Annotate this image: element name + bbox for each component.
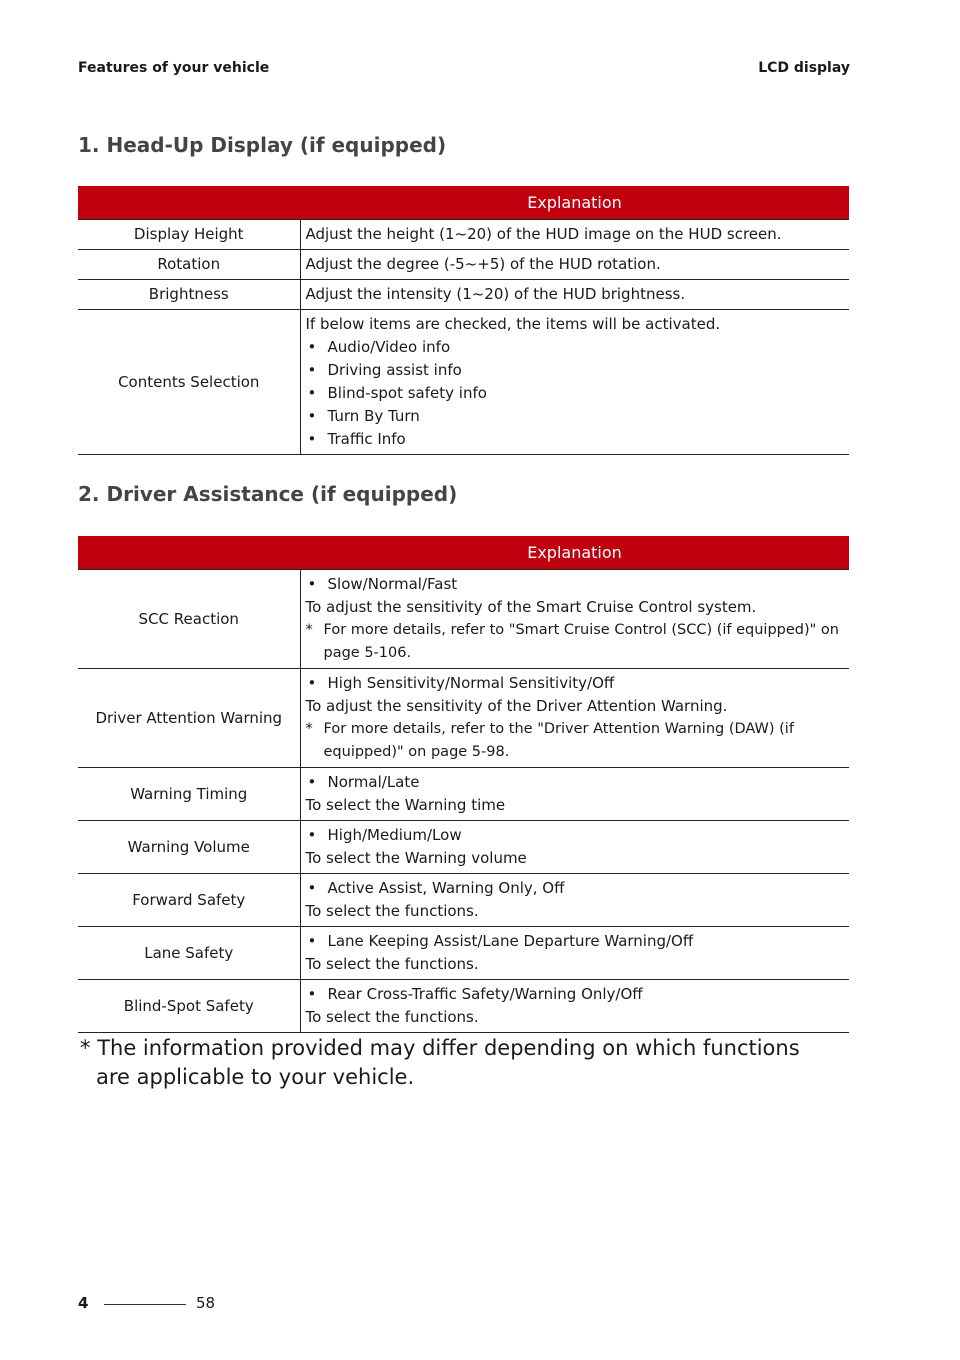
option-values: • High/Medium/Low (306, 824, 844, 847)
table-row (78, 874, 849, 927)
chapter-number: 4 (78, 1294, 89, 1312)
option-values: • Normal/Late (306, 771, 844, 794)
setting-name: Forward Safety (78, 874, 300, 927)
explanation-header: Explanation (300, 186, 849, 220)
running-header-section: Features of your vehicle (78, 60, 270, 76)
table-row (78, 927, 849, 980)
setting-name: Warning Volume (78, 821, 300, 874)
blank-header-cell (78, 536, 300, 570)
option-values: • Slow/Normal/Fast (306, 573, 844, 596)
cross-reference-note: * For more details, refer to the "Driver Attention Warning (DAW) (if equipped)" on page 5-98. (305, 721, 794, 760)
option-values: • High Sensitivity/Normal Sensitivity/Off (306, 672, 844, 695)
contents-item: • Driving assist info (306, 359, 844, 382)
table-row (78, 280, 849, 310)
table-row (78, 821, 849, 874)
table-header-row (78, 536, 849, 570)
option-description: To select the functions. (305, 902, 479, 920)
footnote-marker: * (80, 1036, 91, 1060)
running-header-topic: LCD display (758, 60, 850, 76)
contents-item: • Traffic Info (306, 428, 844, 451)
table-row (78, 570, 849, 669)
setting-name: Lane Safety (78, 927, 300, 980)
setting-name: Blind-Spot Safety (78, 980, 300, 1033)
footer-divider (104, 1304, 186, 1305)
setting-explanation (300, 310, 849, 455)
setting-explanation (300, 669, 849, 768)
option-values: • Active Assist, Warning Only, Off (306, 877, 844, 900)
table-row (78, 669, 849, 768)
setting-name: Contents Selection (78, 310, 300, 455)
page-number: 58 (196, 1294, 216, 1312)
setting-name: Rotation (78, 250, 300, 280)
contents-item: • Turn By Turn (306, 405, 844, 428)
table-row (78, 768, 849, 821)
option-description: To select the Warning volume (305, 849, 527, 867)
explanation-header: Explanation (300, 536, 849, 570)
option-values: • Lane Keeping Assist/Lane Departure Warning/Off (306, 930, 844, 953)
setting-explanation (300, 980, 849, 1033)
table-row (78, 250, 849, 280)
footnote (80, 1034, 840, 1092)
option-description: To select the functions. (305, 955, 479, 973)
setting-explanation: Adjust the height (1~20) of the HUD image on the HUD screen. (300, 220, 849, 250)
contents-item: • Blind-spot safety info (306, 382, 844, 405)
section-title-hud: 1. Head-Up Display (if equipped) (78, 133, 447, 157)
driver-assistance-table (78, 536, 849, 1033)
setting-explanation (300, 768, 849, 821)
section-title-driver-assistance: 2. Driver Assistance (if equipped) (78, 482, 458, 506)
option-description: To adjust the sensitivity of the Smart Cruise Control system. (305, 598, 757, 616)
option-description: To select the Warning time (305, 796, 506, 814)
setting-explanation: Adjust the intensity (1~20) of the HUD brightness. (300, 280, 849, 310)
option-description: To select the functions. (305, 1008, 479, 1026)
setting-name: Brightness (78, 280, 300, 310)
setting-explanation (300, 821, 849, 874)
setting-explanation (300, 570, 849, 669)
setting-name: Warning Timing (78, 768, 300, 821)
setting-name: SCC Reaction (78, 570, 300, 669)
table-row (78, 310, 849, 455)
table-row (78, 980, 849, 1033)
blank-header-cell (78, 186, 300, 220)
table-row (78, 220, 849, 250)
hud-settings-table (78, 186, 849, 455)
setting-explanation (300, 874, 849, 927)
option-description: To adjust the sensitivity of the Driver Attention Warning. (305, 697, 728, 715)
option-values: • Rear Cross-Traffic Safety/Warning Only/Off (306, 983, 844, 1006)
contents-intro: If below items are checked, the items will be activated. (305, 315, 721, 333)
footnote-text: The information provided may differ depending on which functions are applicable to your vehicle. (96, 1036, 800, 1089)
setting-name: Driver Attention Warning (78, 669, 300, 768)
setting-explanation: Adjust the degree (-5~+5) of the HUD rotation. (300, 250, 849, 280)
setting-explanation (300, 927, 849, 980)
contents-item: • Audio/Video info (306, 336, 844, 359)
cross-reference-note: * For more details, refer to "Smart Cruise Control (SCC) (if equipped)" on page 5-106. (305, 622, 839, 661)
table-header-row (78, 186, 849, 220)
setting-name: Display Height (78, 220, 300, 250)
